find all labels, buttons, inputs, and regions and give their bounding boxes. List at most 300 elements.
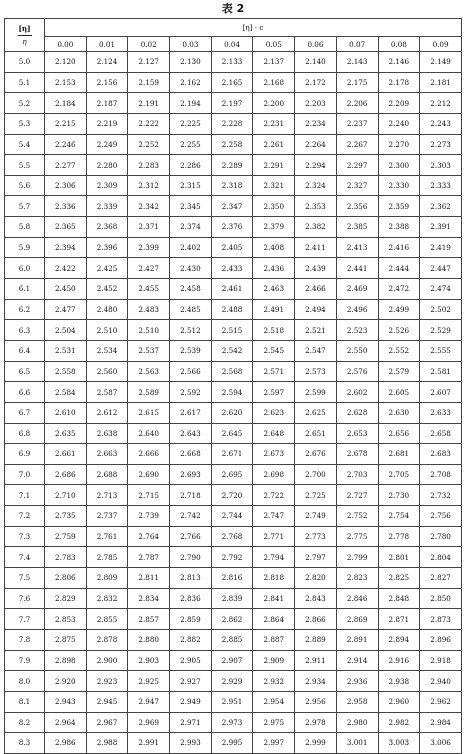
table-cell: 2.283 [128, 155, 170, 176]
table-cell: 2.630 [378, 402, 420, 423]
table-cell: 2.539 [170, 340, 212, 361]
row-label-cell: 5.1 [5, 72, 45, 93]
table-cell: 2.875 [45, 629, 87, 650]
table-cell: 2.474 [420, 279, 462, 300]
table-cell: 2.715 [128, 485, 170, 506]
table-cell: 2.656 [378, 423, 420, 444]
table-cell: 2.545 [253, 340, 295, 361]
table-row [5, 609, 462, 630]
table-cell: 2.127 [128, 52, 170, 73]
column-header-cell: 0.01 [86, 37, 128, 52]
table-body [5, 52, 462, 754]
table-cell: 2.934 [295, 671, 337, 692]
table-row [5, 712, 462, 733]
table-cell: 2.727 [336, 485, 378, 506]
table-cell: 2.825 [378, 568, 420, 589]
table-cell: 2.693 [170, 464, 212, 485]
table-cell: 2.350 [253, 196, 295, 217]
table-row [5, 279, 462, 300]
row-label-cell: 7.5 [5, 568, 45, 589]
table-cell: 2.558 [45, 361, 87, 382]
table-cell: 2.382 [295, 217, 337, 238]
table-row [5, 568, 462, 589]
table-cell: 2.969 [128, 712, 170, 733]
table-cell: 2.695 [211, 464, 253, 485]
table-cell: 2.146 [378, 52, 420, 73]
row-label-cell: 8.3 [5, 733, 45, 754]
table-cell: 2.450 [45, 279, 87, 300]
table-cell: 2.379 [253, 217, 295, 238]
table-cell: 2.900 [86, 650, 128, 671]
table-cell: 2.537 [128, 340, 170, 361]
table-row [5, 382, 462, 403]
table-row [5, 526, 462, 547]
table-cell: 2.747 [253, 506, 295, 527]
table-cell: 2.502 [420, 299, 462, 320]
table-cell: 2.949 [170, 691, 212, 712]
table-cell: 2.252 [128, 134, 170, 155]
table-cell: 2.864 [253, 609, 295, 630]
row-label-cell: 6.2 [5, 299, 45, 320]
table-cell: 2.510 [86, 320, 128, 341]
table-cell: 2.206 [336, 93, 378, 114]
table-cell: 2.515 [211, 320, 253, 341]
table-cell: 2.905 [170, 650, 212, 671]
table-cell: 2.162 [170, 72, 212, 93]
table-cell: 2.130 [170, 52, 212, 73]
row-label-cell: 7.9 [5, 650, 45, 671]
table-cell: 2.433 [211, 258, 253, 279]
table-cell: 2.488 [211, 299, 253, 320]
table-cell: 2.661 [45, 444, 87, 465]
table-cell: 2.862 [211, 609, 253, 630]
table-cell: 2.303 [420, 155, 462, 176]
table-cell: 2.300 [378, 155, 420, 176]
table-cell: 2.945 [86, 691, 128, 712]
table-cell: 2.962 [420, 691, 462, 712]
table-cell: 2.710 [45, 485, 87, 506]
table-cell: 2.416 [378, 237, 420, 258]
table-cell: 2.436 [253, 258, 295, 279]
table-cell: 2.215 [45, 113, 87, 134]
column-header-cell: 0.00 [45, 37, 87, 52]
column-header-cell: 0.08 [378, 37, 420, 52]
table-cell: 2.722 [253, 485, 295, 506]
table-cell: 2.573 [295, 361, 337, 382]
table-cell: 2.330 [378, 175, 420, 196]
table-cell: 2.633 [420, 402, 462, 423]
table-cell: 2.267 [336, 134, 378, 155]
table-cell: 2.787 [128, 547, 170, 568]
table-cell: 2.739 [128, 506, 170, 527]
row-label-cell: 5.0 [5, 52, 45, 73]
table-cell: 2.686 [45, 464, 87, 485]
table-cell: 2.133 [211, 52, 253, 73]
table-cell: 2.560 [86, 361, 128, 382]
column-header-cell: 0.03 [170, 37, 212, 52]
table-cell: 2.529 [420, 320, 462, 341]
table-cell: 2.542 [211, 340, 253, 361]
table-cell: 2.518 [253, 320, 295, 341]
table-cell: 2.967 [86, 712, 128, 733]
table-cell: 2.447 [420, 258, 462, 279]
table-cell: 2.388 [378, 217, 420, 238]
table-cell: 2.956 [295, 691, 337, 712]
table-cell: 2.932 [253, 671, 295, 692]
table-row [5, 464, 462, 485]
table-row [5, 402, 462, 423]
row-label-cell: 5.5 [5, 155, 45, 176]
fraction-bar [18, 35, 32, 36]
table-row [5, 361, 462, 382]
table-cell: 2.552 [378, 340, 420, 361]
table-cell: 2.607 [420, 382, 462, 403]
table-cell: 2.394 [45, 237, 87, 258]
table-row [5, 423, 462, 444]
table-cell: 2.297 [336, 155, 378, 176]
table-cell: 2.894 [378, 629, 420, 650]
table-cell: 2.137 [253, 52, 295, 73]
table-cell: 2.887 [253, 629, 295, 650]
table-cell: 2.764 [128, 526, 170, 547]
table-cell: 2.273 [420, 134, 462, 155]
table-cell: 2.534 [86, 340, 128, 361]
row-label-cell: 6.7 [5, 402, 45, 423]
table-cell: 2.995 [211, 733, 253, 754]
table-cell: 2.441 [336, 258, 378, 279]
table-cell: 2.353 [295, 196, 337, 217]
table-cell: 2.816 [211, 568, 253, 589]
table-cell: 2.898 [45, 650, 87, 671]
table-cell: 2.853 [45, 609, 87, 630]
table-cell: 2.678 [336, 444, 378, 465]
table-row [5, 155, 462, 176]
table-cell: 2.592 [170, 382, 212, 403]
table-cell: 2.984 [420, 712, 462, 733]
table-row [5, 93, 462, 114]
table-cell: 2.510 [128, 320, 170, 341]
table-cell: 3.006 [420, 733, 462, 754]
table-cell: 2.832 [86, 588, 128, 609]
row-label-cell: 6.6 [5, 382, 45, 403]
table-cell: 2.531 [45, 340, 87, 361]
column-header-cell: 0.05 [253, 37, 295, 52]
table-cell: 2.321 [253, 175, 295, 196]
table-cell: 2.452 [86, 279, 128, 300]
table-cell: 2.920 [45, 671, 87, 692]
table-cell: 2.181 [420, 72, 462, 93]
table-cell: 2.219 [86, 113, 128, 134]
table-cell: 2.439 [295, 258, 337, 279]
table-row [5, 588, 462, 609]
table-cell: 2.623 [253, 402, 295, 423]
row-label-cell: 5.8 [5, 217, 45, 238]
row-label-cell: 5.7 [5, 196, 45, 217]
table-cell: 2.885 [211, 629, 253, 650]
table-cell: 2.156 [86, 72, 128, 93]
table-row [5, 113, 462, 134]
table-cell: 2.187 [86, 93, 128, 114]
table-cell: 2.640 [128, 423, 170, 444]
table-cell: 2.461 [211, 279, 253, 300]
table-cell: 2.658 [420, 423, 462, 444]
table-cell: 2.359 [378, 196, 420, 217]
table-cell: 2.153 [45, 72, 87, 93]
table-cell: 2.120 [45, 52, 87, 73]
table-row [5, 733, 462, 754]
table-cell: 2.725 [295, 485, 337, 506]
row-label-cell: 6.4 [5, 340, 45, 361]
table-cell: 2.149 [420, 52, 462, 73]
table-cell: 2.485 [170, 299, 212, 320]
table-cell: 2.943 [45, 691, 87, 712]
table-row [5, 72, 462, 93]
table-cell: 2.620 [211, 402, 253, 423]
table-cell: 2.209 [378, 93, 420, 114]
table-cell: 2.477 [45, 299, 87, 320]
table-cell: 2.512 [170, 320, 212, 341]
table-cell: 2.458 [170, 279, 212, 300]
table-cell: 2.911 [295, 650, 337, 671]
table-cell: 2.754 [378, 506, 420, 527]
table-cell: 2.818 [253, 568, 295, 589]
table-cell: 2.980 [336, 712, 378, 733]
row-label-cell: 6.9 [5, 444, 45, 465]
table-cell: 2.563 [128, 361, 170, 382]
table-cell: 2.718 [170, 485, 212, 506]
table-cell: 2.986 [45, 733, 87, 754]
table-cell: 2.839 [211, 588, 253, 609]
table-cell: 2.391 [420, 217, 462, 238]
table-cell: 2.615 [128, 402, 170, 423]
table-cell: 2.280 [86, 155, 128, 176]
table-cell: 2.124 [86, 52, 128, 73]
table-cell: 2.896 [420, 629, 462, 650]
table-cell: 2.270 [378, 134, 420, 155]
table-cell: 2.761 [86, 526, 128, 547]
table-row [5, 671, 462, 692]
table-row [5, 134, 462, 155]
table-cell: 2.836 [170, 588, 212, 609]
table-cell: 2.638 [86, 423, 128, 444]
table-cell: 2.376 [211, 217, 253, 238]
row-label-cell: 6.3 [5, 320, 45, 341]
table-cell: 2.628 [336, 402, 378, 423]
row-label-cell: 5.4 [5, 134, 45, 155]
table-cell: 2.255 [170, 134, 212, 155]
row-label-cell: 7.6 [5, 588, 45, 609]
table-row [5, 299, 462, 320]
table-cell: 2.993 [170, 733, 212, 754]
table-cell: 2.690 [128, 464, 170, 485]
table-cell: 2.184 [45, 93, 87, 114]
table-cell: 2.673 [253, 444, 295, 465]
table-cell: 2.324 [295, 175, 337, 196]
table-cell: 2.175 [336, 72, 378, 93]
table-cell: 2.666 [128, 444, 170, 465]
table-cell: 2.645 [211, 423, 253, 444]
table-cell: 2.954 [253, 691, 295, 712]
table-cell: 2.958 [336, 691, 378, 712]
table-cell: 2.581 [420, 361, 462, 382]
table-cell: 2.521 [295, 320, 337, 341]
table-cell: 2.504 [45, 320, 87, 341]
table-cell: 2.773 [295, 526, 337, 547]
table-cell: 2.918 [420, 650, 462, 671]
column-header-cell: 0.09 [420, 37, 462, 52]
table-cell: 2.427 [128, 258, 170, 279]
table-cell: 2.643 [170, 423, 212, 444]
table-cell: 2.871 [378, 609, 420, 630]
corner-top-label: [η] [18, 23, 31, 33]
table-cell: 2.568 [211, 361, 253, 382]
column-header-cell: 0.04 [211, 37, 253, 52]
table-row [5, 52, 462, 73]
row-label-cell: 5.2 [5, 93, 45, 114]
table-cell: 2.222 [128, 113, 170, 134]
table-cell: 2.732 [420, 485, 462, 506]
table-cell: 2.411 [295, 237, 337, 258]
table-cell: 2.466 [295, 279, 337, 300]
table-cell: 2.494 [295, 299, 337, 320]
table-cell: 2.668 [170, 444, 212, 465]
table-cell: 2.742 [170, 506, 212, 527]
table-row [5, 175, 462, 196]
column-header-cell: 0.02 [128, 37, 170, 52]
table-cell: 2.286 [170, 155, 212, 176]
column-header-cell: 0.07 [336, 37, 378, 52]
table-cell: 2.703 [336, 464, 378, 485]
table-cell: 2.258 [211, 134, 253, 155]
row-label-cell: 7.0 [5, 464, 45, 485]
table-cell: 2.289 [211, 155, 253, 176]
table-cell: 2.234 [295, 113, 337, 134]
table-cell: 2.246 [45, 134, 87, 155]
table-cell: 2.261 [253, 134, 295, 155]
table-cell: 2.653 [336, 423, 378, 444]
table-cell: 2.291 [253, 155, 295, 176]
row-label-cell: 8.1 [5, 691, 45, 712]
header-row-group [5, 19, 462, 37]
table-cell: 2.625 [295, 402, 337, 423]
table-cell: 2.571 [253, 361, 295, 382]
table-cell: 2.909 [253, 650, 295, 671]
table-cell: 2.472 [378, 279, 420, 300]
corner-bottom-label: η [22, 36, 27, 46]
table-cell: 2.882 [170, 629, 212, 650]
table-cell: 2.374 [170, 217, 212, 238]
table-cell: 2.857 [128, 609, 170, 630]
table-cell: 2.200 [253, 93, 295, 114]
table-cell: 2.794 [253, 547, 295, 568]
table-cell: 2.688 [86, 464, 128, 485]
row-label-cell: 6.5 [5, 361, 45, 382]
table-cell: 2.594 [211, 382, 253, 403]
table-row [5, 506, 462, 527]
table-cell: 2.576 [336, 361, 378, 382]
table-cell: 2.602 [336, 382, 378, 403]
table-cell: 2.700 [295, 464, 337, 485]
table-row [5, 691, 462, 712]
table-cell: 2.243 [420, 113, 462, 134]
table-row [5, 485, 462, 506]
table-cell: 2.402 [170, 237, 212, 258]
table-cell: 2.277 [45, 155, 87, 176]
table-cell: 2.617 [170, 402, 212, 423]
table-cell: 2.168 [253, 72, 295, 93]
table-cell: 2.651 [295, 423, 337, 444]
table-cell: 2.231 [253, 113, 295, 134]
table-cell: 2.834 [128, 588, 170, 609]
table-cell: 2.385 [336, 217, 378, 238]
table-cell: 2.997 [253, 733, 295, 754]
group-header-cell: [η] · c [45, 19, 462, 37]
table-cell: 2.951 [211, 691, 253, 712]
row-label-cell: 6.8 [5, 423, 45, 444]
table-cell: 2.752 [336, 506, 378, 527]
table-cell: 2.982 [378, 712, 420, 733]
table-cell: 2.635 [45, 423, 87, 444]
corner-header-cell [5, 19, 45, 52]
table-cell: 2.730 [378, 485, 420, 506]
table-cell: 2.841 [253, 588, 295, 609]
table-cell: 2.843 [295, 588, 337, 609]
table-cell: 2.978 [295, 712, 337, 733]
table-cell: 2.240 [378, 113, 420, 134]
table-cell: 2.405 [211, 237, 253, 258]
table-cell: 2.813 [170, 568, 212, 589]
table-cell: 2.866 [295, 609, 337, 630]
table-cell: 2.599 [295, 382, 337, 403]
table-cell: 2.610 [45, 402, 87, 423]
table-cell: 2.425 [86, 258, 128, 279]
table-cell: 2.597 [253, 382, 295, 403]
row-label-cell: 7.7 [5, 609, 45, 630]
table-cell: 2.566 [170, 361, 212, 382]
table-cell: 2.547 [295, 340, 337, 361]
table-cell: 2.203 [295, 93, 337, 114]
row-label-cell: 7.1 [5, 485, 45, 506]
table-cell: 2.612 [86, 402, 128, 423]
table-cell: 2.806 [45, 568, 87, 589]
row-label-cell: 5.9 [5, 237, 45, 258]
table-cell: 2.804 [420, 547, 462, 568]
table-row [5, 547, 462, 568]
row-label-cell: 7.4 [5, 547, 45, 568]
data-table [4, 18, 462, 754]
table-cell: 2.463 [253, 279, 295, 300]
table-cell: 2.526 [378, 320, 420, 341]
table-cell: 2.480 [86, 299, 128, 320]
column-header-row [5, 37, 462, 52]
table-row [5, 340, 462, 361]
table-cell: 2.212 [420, 93, 462, 114]
table-cell: 2.720 [211, 485, 253, 506]
table-cell: 2.988 [86, 733, 128, 754]
table-cell: 2.499 [378, 299, 420, 320]
table-cell: 2.914 [336, 650, 378, 671]
table-cell: 2.947 [128, 691, 170, 712]
table-row [5, 196, 462, 217]
table-cell: 2.713 [86, 485, 128, 506]
table-cell: 2.584 [45, 382, 87, 403]
table-cell: 2.801 [378, 547, 420, 568]
table-cell: 2.671 [211, 444, 253, 465]
table-cell: 2.605 [378, 382, 420, 403]
table-row [5, 320, 462, 341]
table-cell: 2.792 [211, 547, 253, 568]
table-cell: 2.327 [336, 175, 378, 196]
